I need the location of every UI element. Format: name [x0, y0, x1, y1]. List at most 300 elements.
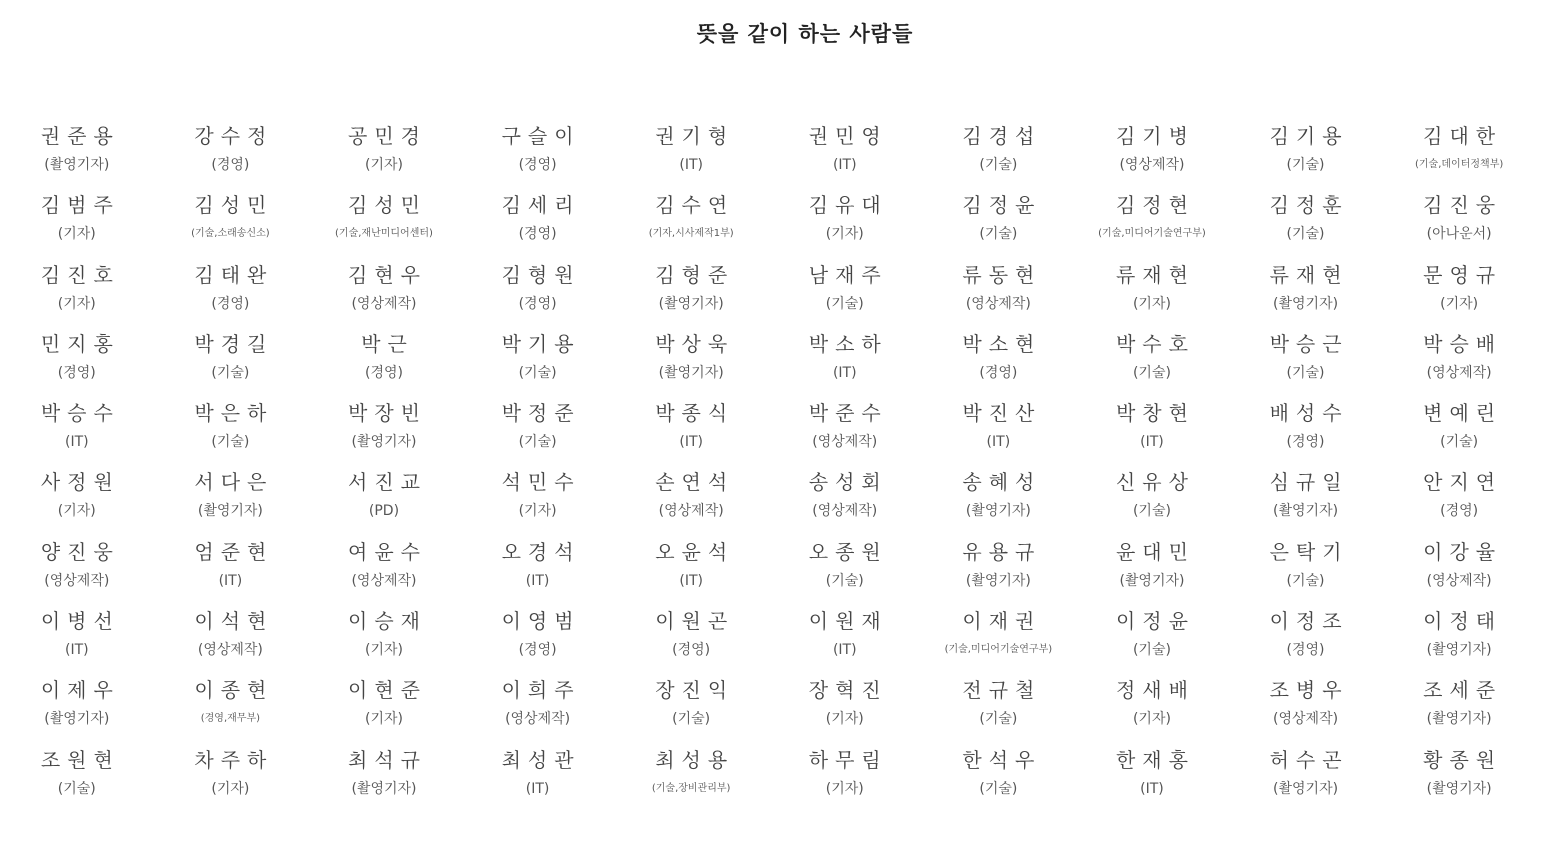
person-department: (촬영기자): [965, 503, 1031, 520]
person-name: 차주하: [194, 747, 274, 772]
person-name: 이석현: [194, 609, 274, 634]
person-entry: [0, 672, 154, 741]
person-department: (기술): [57, 780, 96, 797]
person-department: (경영): [672, 642, 711, 659]
person-name: 양진웅: [40, 539, 120, 564]
person-department: (기자): [57, 503, 96, 520]
person-entry: [1382, 326, 1536, 395]
person-entry: [154, 603, 308, 672]
person-name: 민지홍: [40, 331, 120, 356]
person-department: (IT): [218, 572, 243, 589]
person-department: (기자): [1132, 295, 1171, 312]
person-department: (경영): [518, 157, 557, 173]
person-name: 유용규: [962, 539, 1042, 564]
person-department: (기술): [1286, 364, 1325, 381]
person-name: 장진익: [655, 678, 735, 703]
person-entry: [1075, 534, 1229, 603]
person-entry: [1382, 395, 1536, 464]
person-name: 이재권: [962, 609, 1042, 634]
person-department: (기술): [1132, 364, 1171, 381]
person-entry: [307, 187, 461, 256]
person-name: 김형준: [655, 262, 735, 287]
person-entry: [0, 742, 154, 811]
person-entry: [614, 395, 768, 464]
person-entry: [1229, 257, 1383, 326]
person-department: (기자): [364, 157, 403, 173]
person-entry: [0, 464, 154, 533]
person-name: 남재주: [808, 262, 888, 287]
person-entry: [614, 672, 768, 741]
person-entry: [614, 603, 768, 672]
person-name: 여윤수: [348, 539, 427, 564]
person-entry: [1229, 464, 1383, 533]
person-department: (기자): [825, 226, 864, 243]
person-department: (영상제작): [812, 434, 878, 451]
person-entry: [922, 534, 1076, 603]
person-name: 엄준현: [194, 539, 274, 564]
person-department: (기술): [1132, 642, 1171, 659]
person-department: (경영): [518, 226, 557, 243]
person-entry: [1382, 672, 1536, 741]
person-name: 박승근: [1269, 331, 1349, 356]
person-entry: [0, 534, 154, 603]
person-name: 박장빈: [348, 401, 427, 426]
person-name: 조세준: [1423, 678, 1503, 703]
person-entry: [154, 395, 308, 464]
person-entry: [614, 118, 768, 187]
person-entry: [768, 118, 922, 187]
person-name: 김형원: [501, 262, 581, 287]
person-entry: [1075, 257, 1229, 326]
person-department: (기술): [979, 780, 1018, 797]
person-name: 김대한: [1423, 124, 1503, 148]
person-department: (기술): [979, 226, 1018, 243]
person-department: (기자): [1440, 295, 1479, 312]
person-entry: [614, 326, 768, 395]
person-name: 신유상: [1115, 470, 1195, 495]
person-name: 김세리: [501, 193, 581, 218]
person-entry: [461, 187, 615, 256]
person-department: (기술): [1286, 572, 1325, 589]
person-department: (촬영기자): [44, 157, 110, 173]
person-name: 오종원: [808, 539, 888, 564]
person-department: (IT): [1140, 780, 1164, 797]
people-grid: [0, 118, 1536, 811]
person-entry: [461, 464, 615, 533]
person-department: (IT): [832, 157, 857, 173]
person-entry: [1229, 534, 1383, 603]
person-department: (영상제작): [1273, 711, 1339, 728]
person-name: 류재현: [1269, 262, 1349, 287]
person-entry: [1229, 603, 1383, 672]
person-department: (IT): [832, 364, 857, 381]
person-entry: [768, 742, 922, 811]
person-name: 배성수: [1269, 401, 1349, 426]
person-entry: [1382, 534, 1536, 603]
person-name: 이병선: [40, 609, 120, 634]
person-name: 석민수: [501, 470, 581, 495]
person-entry: [307, 464, 461, 533]
person-department: (기술): [211, 434, 250, 451]
person-entry: [154, 534, 308, 603]
person-name: 권민영: [808, 124, 888, 148]
person-department: (기술): [825, 572, 864, 589]
person-entry: [922, 118, 1076, 187]
person-department: (경영): [1286, 434, 1325, 451]
person-name: 오경석: [501, 539, 581, 564]
person-entry: [1075, 395, 1229, 464]
person-department: (경영): [1440, 503, 1479, 520]
person-entry: [154, 326, 308, 395]
person-name: 손연석: [655, 470, 735, 495]
person-department: (기자): [364, 642, 403, 659]
person-entry: [154, 187, 308, 256]
person-entry: [154, 672, 308, 741]
person-entry: [1382, 118, 1536, 187]
person-department: (영상제작): [1119, 157, 1185, 173]
person-name: 박진산: [962, 401, 1042, 426]
person-name: 박수호: [1115, 331, 1195, 356]
person-entry: [0, 603, 154, 672]
person-department: (기술): [1132, 503, 1171, 520]
person-department: (기자,시사제작1부): [648, 228, 734, 240]
person-name: 하무림: [808, 747, 888, 772]
person-entry: [922, 742, 1076, 811]
person-name: 박상욱: [655, 331, 735, 356]
person-department: (기술): [211, 364, 250, 381]
person-name: 황종원: [1423, 747, 1503, 772]
person-name: 송혜성: [962, 470, 1042, 495]
person-department: (촬영기자): [658, 364, 724, 381]
person-entry: [1075, 742, 1229, 811]
person-name: 이제우: [40, 678, 120, 703]
person-name: 강수정: [194, 124, 274, 148]
person-name: 송성회: [808, 470, 888, 495]
person-entry: [922, 672, 1076, 741]
person-name: 이원재: [808, 609, 888, 634]
person-name: 공민경: [348, 124, 427, 148]
person-name: 이강율: [1423, 539, 1503, 564]
person-department: (기자): [1132, 711, 1171, 728]
person-entry: [154, 742, 308, 811]
person-entry: [0, 257, 154, 326]
person-name: 장혁진: [808, 678, 888, 703]
person-department: (기자): [825, 711, 864, 728]
person-name: 김성민: [348, 193, 427, 218]
person-entry: [1382, 603, 1536, 672]
person-entry: [461, 534, 615, 603]
person-entry: [0, 118, 154, 187]
person-name: 조병우: [1269, 678, 1349, 703]
person-entry: [307, 742, 461, 811]
person-department: (경영): [518, 295, 557, 312]
person-department: (촬영기자): [197, 503, 263, 520]
person-name: 이정태: [1423, 609, 1503, 634]
person-department: (경영): [979, 364, 1018, 381]
person-name: 최성용: [655, 747, 735, 772]
page-title: 뜻을 같이 하는 사람들: [696, 22, 914, 46]
person-department: (기술,소래송신소): [191, 228, 270, 240]
person-entry: [1229, 395, 1383, 464]
person-entry: [1075, 603, 1229, 672]
person-name: 조원현: [40, 747, 120, 772]
person-department: (촬영기자): [1273, 295, 1339, 312]
person-entry: [307, 603, 461, 672]
person-name: 박준수: [808, 401, 888, 426]
person-entry: [154, 464, 308, 533]
person-name: 김정훈: [1269, 193, 1349, 218]
person-department: (기술,미디어기술연구부): [1098, 228, 1206, 240]
person-name: 서다은: [194, 470, 274, 495]
person-department: (촬영기자): [1426, 642, 1492, 659]
person-department: (IT): [525, 572, 550, 589]
person-name: 김기병: [1115, 124, 1195, 148]
person-department: (PD): [368, 503, 400, 520]
person-entry: [768, 603, 922, 672]
person-department: (촬영기자): [1426, 711, 1492, 728]
person-name: 김현우: [348, 262, 427, 287]
person-department: (기자): [518, 503, 557, 520]
person-name: 김수연: [655, 193, 735, 218]
person-name: 박승수: [40, 401, 120, 426]
person-name: 박종식: [655, 401, 735, 426]
person-name: 김범주: [40, 193, 120, 218]
person-department: (기술): [1286, 157, 1325, 173]
person-entry: [614, 257, 768, 326]
person-department: (기자): [211, 780, 250, 797]
person-name: 서진교: [348, 470, 427, 495]
person-entry: [307, 395, 461, 464]
person-entry: [768, 187, 922, 256]
person-name: 김성민: [194, 193, 274, 218]
person-entry: [461, 118, 615, 187]
person-entry: [1075, 464, 1229, 533]
person-department: (경영): [518, 642, 557, 659]
person-name: 김진웅: [1423, 193, 1503, 218]
person-name: 안지연: [1423, 470, 1503, 495]
person-department: (영상제작): [44, 572, 110, 589]
person-entry: [307, 534, 461, 603]
person-entry: [0, 395, 154, 464]
person-name: 김태완: [194, 262, 274, 287]
person-name: 김기용: [1269, 124, 1349, 148]
person-name: 허수곤: [1269, 747, 1349, 772]
person-name: 이정조: [1269, 609, 1349, 634]
person-entry: [614, 187, 768, 256]
person-name: 이원곤: [655, 609, 735, 634]
person-name: 박소하: [808, 331, 888, 356]
person-name: 사정원: [40, 470, 120, 495]
person-department: (기술): [1440, 434, 1479, 451]
person-name: 심규일: [1269, 470, 1349, 495]
person-name: 김정윤: [962, 193, 1042, 218]
person-name: 구슬이: [501, 124, 581, 148]
person-department: (촬영기자): [44, 711, 110, 728]
person-name: 변예린: [1423, 401, 1503, 426]
person-department: (IT): [1140, 434, 1164, 451]
person-department: (영상제작): [351, 572, 417, 589]
person-name: 박은하: [194, 401, 274, 426]
person-entry: [307, 257, 461, 326]
person-entry: [768, 257, 922, 326]
person-entry: [461, 603, 615, 672]
person-name: 이현준: [348, 678, 427, 703]
person-name: 박승배: [1423, 331, 1503, 356]
person-entry: [922, 464, 1076, 533]
person-department: (촬영기자): [1273, 780, 1339, 797]
person-entry: [307, 672, 461, 741]
person-name: 박소현: [962, 331, 1042, 356]
person-entry: [0, 326, 154, 395]
person-name: 박경길: [194, 331, 274, 356]
person-entry: [461, 742, 615, 811]
person-department: (기술): [518, 434, 557, 451]
person-department: (촬영기자): [1273, 503, 1339, 520]
person-department: (IT): [832, 642, 857, 659]
person-entry: [768, 464, 922, 533]
person-entry: [0, 187, 154, 256]
person-entry: [461, 395, 615, 464]
person-department: (기자): [364, 711, 403, 728]
person-department: (촬영기자): [965, 572, 1031, 589]
person-department: (영상제작): [965, 295, 1031, 312]
person-name: 이정윤: [1115, 609, 1195, 634]
person-department: (기술): [825, 295, 864, 312]
person-department: (기술,데이터정책부): [1415, 159, 1504, 170]
person-entry: [1075, 672, 1229, 741]
person-entry: [922, 326, 1076, 395]
person-entry: [1229, 672, 1383, 741]
person-name: 박창현: [1115, 401, 1195, 426]
person-name: 권준용: [40, 124, 120, 148]
person-name: 한석우: [962, 747, 1042, 772]
person-entry: [1382, 187, 1536, 256]
person-department: (IT): [986, 434, 1011, 451]
person-entry: [922, 395, 1076, 464]
person-department: (기자): [57, 295, 96, 312]
person-entry: [154, 118, 308, 187]
person-name: 최석규: [348, 747, 427, 772]
person-entry: [461, 672, 615, 741]
person-entry: [1075, 187, 1229, 256]
person-entry: [461, 326, 615, 395]
person-name: 한재홍: [1115, 747, 1195, 772]
person-department: (촬영기자): [351, 434, 417, 451]
person-name: 박기용: [501, 331, 581, 356]
person-name: 김경섭: [962, 124, 1042, 148]
person-entry: [307, 118, 461, 187]
person-entry: [922, 257, 1076, 326]
person-entry: [1075, 326, 1229, 395]
person-name: 이영범: [501, 609, 581, 634]
person-department: (경영): [364, 364, 403, 381]
person-name: 이종현: [194, 678, 274, 703]
person-entry: [1382, 464, 1536, 533]
person-entry: [1382, 257, 1536, 326]
person-department: (영상제작): [658, 503, 724, 520]
person-department: (경영,재무부): [200, 713, 261, 725]
person-name: 윤대민: [1115, 539, 1195, 564]
person-department: (영상제작): [505, 711, 571, 728]
person-entry: [614, 742, 768, 811]
person-name: 권기형: [655, 124, 735, 148]
person-department: (영상제작): [1426, 572, 1492, 589]
person-department: (경영): [1286, 642, 1325, 659]
person-name: 김진호: [40, 262, 120, 287]
person-department: (기술,미디어기술연구부): [944, 644, 1053, 656]
person-name: 박정준: [501, 401, 581, 426]
person-entry: [768, 326, 922, 395]
person-department: (기술,장비관리부): [651, 782, 731, 794]
person-department: (경영): [211, 157, 250, 173]
person-department: (경영): [57, 364, 96, 381]
person-entry: [768, 672, 922, 741]
person-name: 정새배: [1115, 678, 1195, 703]
person-name: 류재현: [1115, 262, 1195, 287]
person-entry: [1382, 742, 1536, 811]
person-department: (영상제작): [197, 642, 263, 659]
person-department: (IT): [679, 157, 703, 173]
person-department: (기자): [57, 226, 96, 243]
person-name: 박근: [361, 331, 414, 356]
person-entry: [922, 603, 1076, 672]
person-department: (기술): [1286, 226, 1325, 243]
person-department: (IT): [679, 434, 703, 451]
person-department: (아나운서): [1426, 226, 1492, 243]
person-entry: [461, 257, 615, 326]
person-entry: [154, 257, 308, 326]
person-department: (경영): [211, 295, 250, 312]
person-name: 이승재: [348, 609, 427, 634]
person-entry: [614, 534, 768, 603]
person-department: (기술): [979, 157, 1018, 173]
person-name: 전규철: [962, 678, 1042, 703]
person-department: (IT): [679, 572, 703, 589]
person-department: (촬영기자): [658, 295, 724, 312]
person-department: (기술): [979, 711, 1018, 728]
person-entry: [1229, 118, 1383, 187]
person-department: (영상제작): [1426, 364, 1492, 381]
person-name: 김정현: [1115, 193, 1195, 218]
person-entry: [1229, 187, 1383, 256]
person-name: 최성관: [501, 747, 581, 772]
person-name: 류동현: [962, 262, 1042, 287]
person-entry: [1229, 742, 1383, 811]
person-department: (IT): [64, 642, 89, 659]
person-department: (IT): [525, 780, 550, 797]
person-department: (촬영기자): [1119, 572, 1185, 589]
person-entry: [768, 395, 922, 464]
person-department: (기술): [518, 364, 557, 381]
person-entry: [1229, 326, 1383, 395]
person-name: 문영규: [1423, 262, 1503, 287]
person-department: (촬영기자): [351, 780, 417, 797]
person-name: 은탁기: [1269, 539, 1349, 564]
person-department: (기술,재난미디어센터): [335, 228, 433, 240]
person-department: (IT): [64, 434, 89, 451]
person-department: (기술): [672, 711, 711, 728]
person-entry: [307, 326, 461, 395]
person-entry: [768, 534, 922, 603]
person-department: (기자): [825, 780, 864, 797]
person-department: (촬영기자): [1426, 780, 1492, 797]
person-name: 김유대: [808, 193, 888, 218]
person-department: (영상제작): [351, 295, 417, 312]
person-entry: [1075, 118, 1229, 187]
person-name: 이희주: [501, 678, 581, 703]
person-entry: [614, 464, 768, 533]
person-department: (영상제작): [812, 503, 878, 520]
